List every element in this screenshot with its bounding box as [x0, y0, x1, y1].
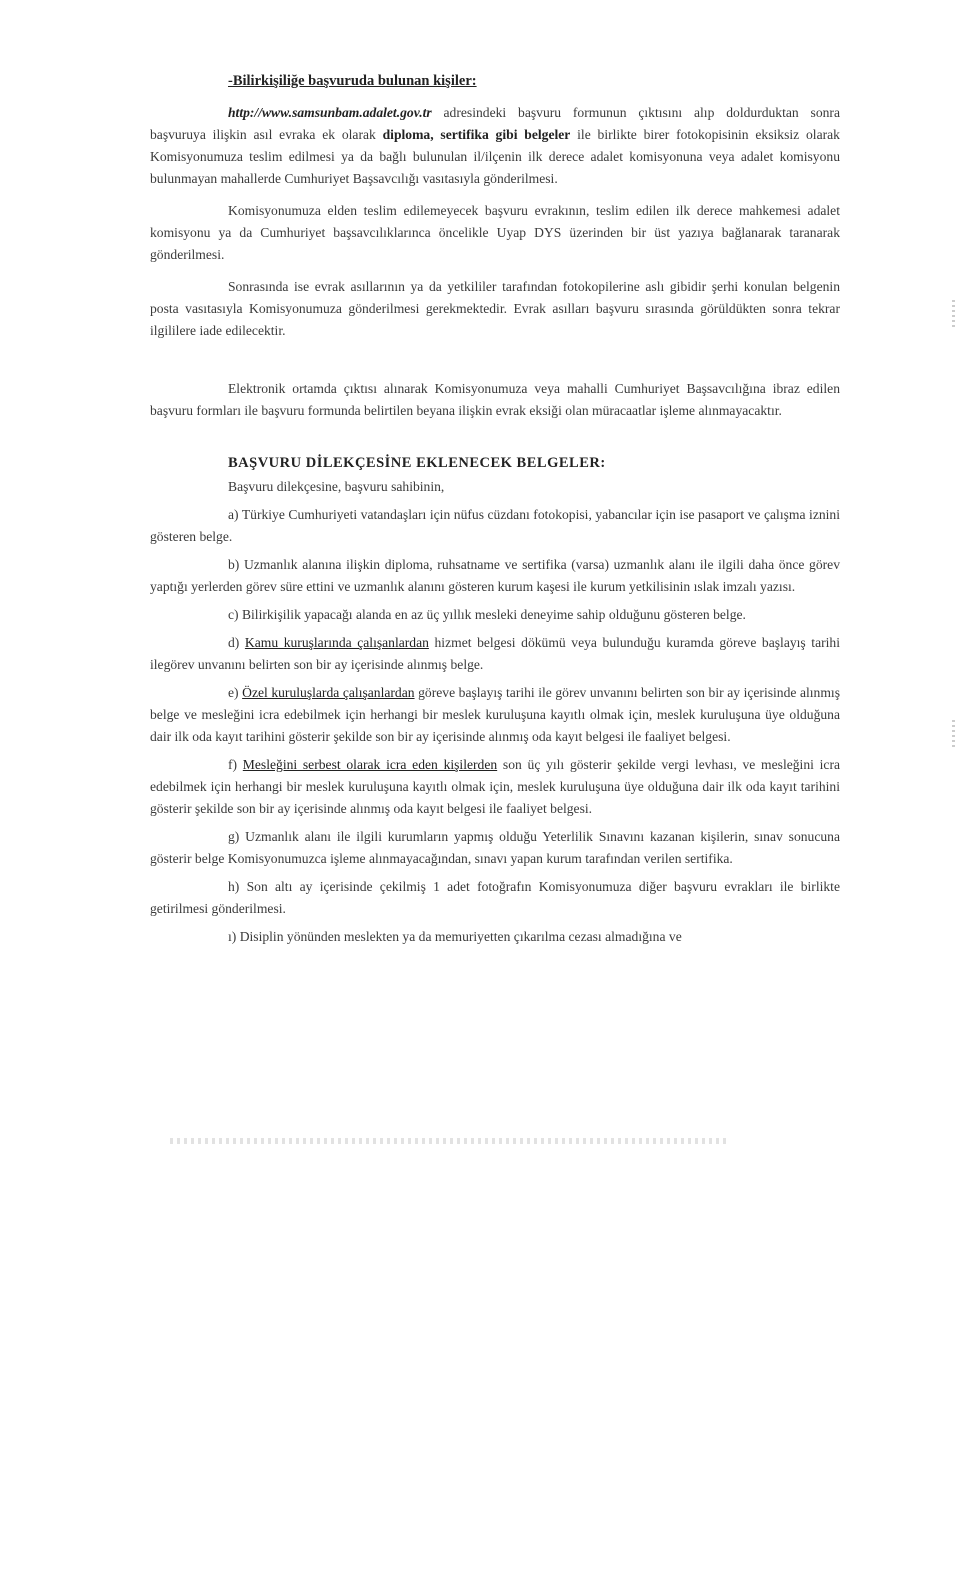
section-heading-applicants: -Bilirkişiliğe başvuruda bulunan kişiler: — [228, 73, 477, 89]
scan-artifact — [952, 720, 955, 750]
list-item-f — [150, 754, 840, 820]
list-item-d — [150, 632, 840, 676]
scan-artifact — [952, 300, 955, 330]
paragraph-delivery: Komisyonumuza elden teslim edilemeyecek başvuru evrakının, teslim edilen ilk derece mahkemesi adalet komisyonu ya da Cumhuriyet başsavcılıklarınca öncelikle Uyap DYS üzerinden bir üst yazıya bağlanarak taranarak gönderilmesi. — [150, 203, 840, 262]
underlined-text: Kamu kuruşlarında çalışanlardan — [244, 635, 429, 650]
list-item-h: h) Son altı ay içerisinde çekilmiş 1 adet fotoğrafın Komisyonumuza diğer başvuru evrakları ile birlikte getirilmesi gönderilmesi. — [150, 879, 840, 916]
paragraph-application-form — [150, 102, 840, 190]
document-body — [150, 70, 840, 948]
list-item-i: ı) Disiplin yönünden meslekten ya da memuriyetten çıkarılma cezası almadığına ve — [228, 929, 682, 944]
underlined-text: Mesleğini serbest olarak icra eden kişilerden — [242, 757, 498, 772]
list-item-e — [150, 682, 840, 748]
list-item-g: g) Uzmanlık alanı ile ilgili kurumların yapmış olduğu Yeterlilik Sınavını kazanan kişilerin, sınav sonucuna gösterir belge Komisyonumuzca işleme alınmayacağından, sınavı yapan kurum tarafından verilen sertifika. — [150, 829, 840, 866]
website-url: http://www.samsunbam.adalet.gov.tr — [228, 105, 432, 120]
underlined-text: Özel kuruluşlarda çalışanlardan — [242, 685, 415, 700]
item-text: son üç yılı gösterir şekilde vergi levhası, ve mesleğini icra edebilmek için herhangi bir meslek kuruluşuna kayıtlı olmak için, meslek kuruluşuna üye olduğuna dair ilk oda kayıt tarihini gösterir şekilde son bir ay içerisinde alınmış oda kayıt belgesi ile faaliyet belgesi. — [150, 757, 841, 816]
section-heading-documents: BAŞVURU DİLEKÇESİNE EKLENECEK BELGELER: — [228, 455, 606, 471]
scan-artifact-line — [170, 1138, 730, 1144]
item-marker: f) — [228, 757, 243, 772]
list-item-c: c) Bilirkişilik yapacağı alanda en az üç yıllık mesleki deneyime sahip olduğunu gösteren belge. — [228, 607, 746, 622]
paragraph-originals: Sonrasında ise evrak asıllarının ya da yetkililer tarafından fotokopilerine aslı gibidir şerhi konulan belgenin posta vasıtasıyla Komisyonumuza gönderilmesi gerekmektedir. Evrak asılları başvuru sırasında görüldükten sonra tekrar ilgililere iade edilecektir. — [150, 279, 840, 338]
paragraph-text: ile birlikte birer fotokopisinin eksiksiz olarak Komisyonumuza teslim edilmesi ya da bağlı bulunulan il/ilçenin ilk derece adalet komisyonuna veya adalet komisyonu bulunmayan mahallerde Cumhuriyet Başsavcılığı vasıtasıyla gönderilmesi. — [150, 127, 840, 186]
bold-text: diploma, sertifika gibi belgeler — [382, 127, 571, 142]
documents-intro: Başvuru dilekçesine, başvuru sahibinin, — [228, 479, 445, 494]
list-item-b: b) Uzmanlık alanına ilişkin diploma, ruhsatname ve sertifika (varsa) uzmanlık alanı ile ilgili daha önce görev yaptığı yerlerden görev süre ettini ve uzmanlık alanını gösteren kurum kaşesi ile kurum yetkilisinin ıslak imzalı yazısı. — [150, 557, 840, 594]
item-text: göreve başlayış tarihi ile görev unvanını belirten son bir ay içerisinde alınmış belge ve mesleğini icra edebilmek için herhangi bir meslek kuruluşuna kayıtlı olmak için, meslek kuruluşuna üye olduğuna dair ilk oda kayıt tarihini gösterir şekilde son bir ay içerisinde alınmış oda kayıt belgesi ile faaliyet belgesi. — [150, 685, 840, 744]
item-marker: d) — [228, 635, 245, 650]
item-text: hizmet belgesi dökümü veya bulunduğu kuramda göreve başlayış tarihi ilegörev unvanını belirten son bir ay içerisinde alınmış belge. — [150, 635, 840, 672]
paragraph-electronic: Elektronik ortamda çıktısı alınarak Komisyonumuza veya mahalli Cumhuriyet Başsavcılığına ibraz edilen başvuru formları ile başvuru formunda belirtilen beyana ilişkin evrak eksiği olan müracaatlar işleme alınmayacaktır. — [150, 381, 840, 418]
item-marker: e) — [228, 685, 243, 700]
list-item-a: a) Türkiye Cumhuriyeti vatandaşları için nüfus cüzdanı fotokopisi, yabancılar için ise pasaport ve çalışma iznini gösteren belge. — [150, 507, 840, 544]
paragraph-text: adresindeki başvuru formunun çıktısını alıp doldurduktan sonra başvuruya ilişkin asıl evraka ek olarak — [150, 105, 840, 142]
